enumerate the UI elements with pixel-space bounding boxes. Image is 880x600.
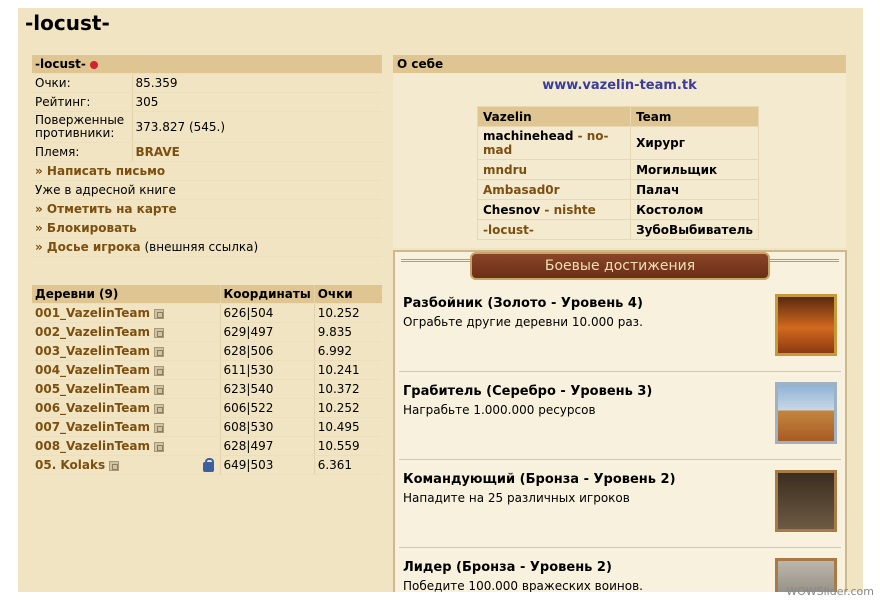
block-cell xyxy=(32,219,382,238)
village-map-icon[interactable] xyxy=(154,442,164,452)
village-points: 9.835 xyxy=(314,323,382,342)
village-link[interactable]: 007_VazelinTeam xyxy=(35,420,151,434)
member-role: Палач xyxy=(631,180,759,200)
villages-col-coords: Координаты xyxy=(220,285,314,304)
table-row xyxy=(32,323,382,342)
protected-village-icon xyxy=(203,462,214,472)
village-name-cell[interactable] xyxy=(32,399,220,418)
defeated-value: 373.827 (545.) xyxy=(132,112,382,143)
team-col-team: Team xyxy=(631,107,759,127)
village-name-cell[interactable] xyxy=(32,380,220,399)
points-value: 85.359 xyxy=(132,74,382,93)
team-col-vazelin: Vazelin xyxy=(478,107,631,127)
table-row xyxy=(478,220,759,240)
profile-row-tribe xyxy=(32,143,382,162)
village-coords: 608|530 xyxy=(220,418,314,437)
write-message-link[interactable]: » Написать письмо xyxy=(35,164,166,178)
villages-col-points: Очки xyxy=(314,285,382,304)
achievements-panel xyxy=(393,250,847,592)
achievement-desc: Награбьте 1.000.000 ресурсов xyxy=(403,403,596,417)
table-row xyxy=(478,160,759,180)
achievement-item xyxy=(399,286,841,372)
member-nick: machinehead xyxy=(483,129,574,143)
member-cell xyxy=(478,220,631,240)
member-nick: Chesnov xyxy=(483,202,541,217)
village-points: 10.559 xyxy=(314,437,382,456)
defeated-label: Поверженные противники: xyxy=(32,112,132,143)
table-row xyxy=(478,127,759,160)
member-nick[interactable]: mndru xyxy=(483,162,528,177)
member-role: Хирург xyxy=(631,127,759,160)
village-name-cell[interactable] xyxy=(32,437,220,456)
table-row xyxy=(32,399,382,418)
village-name-cell[interactable] xyxy=(32,456,220,475)
village-name-cell[interactable] xyxy=(32,361,220,380)
dossier-cell xyxy=(32,238,382,257)
village-points: 10.252 xyxy=(314,304,382,323)
about-body xyxy=(393,73,846,248)
tribe-value[interactable]: BRAVE xyxy=(135,145,180,159)
achievement-desc: Ограбьте другие деревни 10.000 раз. xyxy=(403,315,643,329)
profile-row-map xyxy=(32,200,382,219)
profile-row-rating xyxy=(32,93,382,112)
village-coords: 628|506 xyxy=(220,342,314,361)
rating-value: 305 xyxy=(132,93,382,112)
gauntlet-icon[interactable] xyxy=(775,470,837,532)
village-map-icon[interactable] xyxy=(154,366,164,376)
village-map-icon[interactable] xyxy=(154,404,164,414)
village-name-cell[interactable] xyxy=(32,342,220,361)
table-row xyxy=(32,418,382,437)
village-points: 6.361 xyxy=(314,456,382,475)
points-label: Очки: xyxy=(32,74,132,93)
village-coords: 628|497 xyxy=(220,437,314,456)
member-role: Костолом xyxy=(631,200,759,220)
mark-map-cell xyxy=(32,200,382,219)
village-map-icon[interactable] xyxy=(154,309,164,319)
status-dot-icon xyxy=(90,61,98,69)
table-row xyxy=(478,200,759,220)
mark-on-map-link[interactable]: » Отметить на карте xyxy=(35,202,177,216)
village-link[interactable]: 008_VazelinTeam xyxy=(35,439,151,453)
village-points: 10.495 xyxy=(314,418,382,437)
member-suffix: - no-mad xyxy=(483,129,609,157)
resource-pile-icon[interactable] xyxy=(775,382,837,444)
village-map-icon[interactable] xyxy=(154,385,164,395)
achievement-title: Командующий (Бронза - Уровень 2) xyxy=(403,472,676,487)
team-header-row xyxy=(478,107,759,127)
member-nick[interactable]: -locust- xyxy=(483,222,534,237)
village-name-cell[interactable] xyxy=(32,418,220,437)
achievement-title: Грабитель (Серебро - Уровень 3) xyxy=(403,384,653,399)
villages-header-row xyxy=(32,285,382,304)
player-dossier-link[interactable]: » Досье игрока xyxy=(35,240,141,254)
achievement-item xyxy=(399,462,841,548)
village-link[interactable]: 001_VazelinTeam xyxy=(35,306,151,320)
village-link[interactable]: 002_VazelinTeam xyxy=(35,325,151,339)
village-link[interactable]: 004_VazelinTeam xyxy=(35,363,151,377)
village-points: 10.241 xyxy=(314,361,382,380)
member-cell xyxy=(478,127,631,160)
profile-table xyxy=(32,55,382,257)
table-row xyxy=(32,456,382,475)
village-map-icon[interactable] xyxy=(154,328,164,338)
table-row xyxy=(32,437,382,456)
village-coords: 606|522 xyxy=(220,399,314,418)
village-points: 6.992 xyxy=(314,342,382,361)
table-row xyxy=(32,361,382,380)
block-link[interactable]: » Блокировать xyxy=(35,221,137,235)
village-name-cell[interactable] xyxy=(32,304,220,323)
achievement-desc: Нападите на 25 различных игроков xyxy=(403,491,630,505)
achievement-item xyxy=(399,550,841,592)
player-name: -locust- xyxy=(35,57,86,71)
tribe-link[interactable] xyxy=(132,143,382,162)
watermark: WOWSlider.com xyxy=(786,585,874,598)
write-message-cell xyxy=(32,162,382,181)
burning-village-icon[interactable] xyxy=(775,294,837,356)
member-cell xyxy=(478,180,631,200)
rating-label: Рейтинг: xyxy=(32,93,132,112)
profile-row-dossier xyxy=(32,238,382,257)
achievement-desc: Победите 100.000 вражеских воинов. xyxy=(403,579,643,592)
village-coords: 626|504 xyxy=(220,304,314,323)
villages-col-name: Деревни (9) xyxy=(32,285,220,304)
village-coords: 629|497 xyxy=(220,323,314,342)
member-role: Могильщик xyxy=(631,160,759,180)
village-points: 10.372 xyxy=(314,380,382,399)
member-suffix: - nishte xyxy=(540,202,596,217)
profile-row-addressbook xyxy=(32,181,382,200)
team-roles-table xyxy=(477,106,759,240)
table-row xyxy=(32,342,382,361)
member-cell xyxy=(478,160,631,180)
village-link[interactable]: 005_VazelinTeam xyxy=(35,382,151,396)
village-coords: 623|540 xyxy=(220,380,314,399)
profile-row-message xyxy=(32,162,382,181)
achievement-title: Лидер (Бронза - Уровень 2) xyxy=(403,560,612,575)
village-link[interactable]: 006_VazelinTeam xyxy=(35,401,151,415)
address-book-status: Уже в адресной книге xyxy=(32,181,382,200)
profile-header xyxy=(32,55,382,74)
village-link[interactable]: 05. Kolaks xyxy=(35,458,106,472)
village-map-icon[interactable] xyxy=(109,461,119,471)
profile-row-points xyxy=(32,74,382,93)
table-row xyxy=(32,304,382,323)
about-header: О себе xyxy=(393,55,846,73)
member-cell xyxy=(478,200,631,220)
village-coords: 649|503 xyxy=(220,456,314,475)
village-coords: 611|530 xyxy=(220,361,314,380)
tribe-label: Племя: xyxy=(32,143,132,162)
external-link-note: (внешняя ссылка) xyxy=(144,240,259,254)
villages-table xyxy=(32,285,382,475)
member-role: ЗубоВыбиватель xyxy=(631,220,759,240)
member-nick[interactable]: Ambasad0r xyxy=(483,182,560,197)
village-map-icon[interactable] xyxy=(154,423,164,433)
profile-header-row xyxy=(32,55,382,74)
village-name-cell[interactable] xyxy=(32,323,220,342)
table-row xyxy=(478,180,759,200)
page xyxy=(18,8,863,592)
table-row xyxy=(32,380,382,399)
village-points: 10.252 xyxy=(314,399,382,418)
achievement-item xyxy=(399,374,841,460)
team-site-link[interactable]: www.vazelin-team.tk xyxy=(542,78,697,93)
achievement-title: Разбойник (Золото - Уровень 4) xyxy=(403,296,643,311)
profile-row-defeated xyxy=(32,112,382,143)
village-map-icon[interactable] xyxy=(154,347,164,357)
page-title: -locust- xyxy=(25,11,110,35)
profile-row-block xyxy=(32,219,382,238)
achievements-banner: Боевые достижения xyxy=(470,252,770,280)
village-link[interactable]: 003_VazelinTeam xyxy=(35,344,151,358)
